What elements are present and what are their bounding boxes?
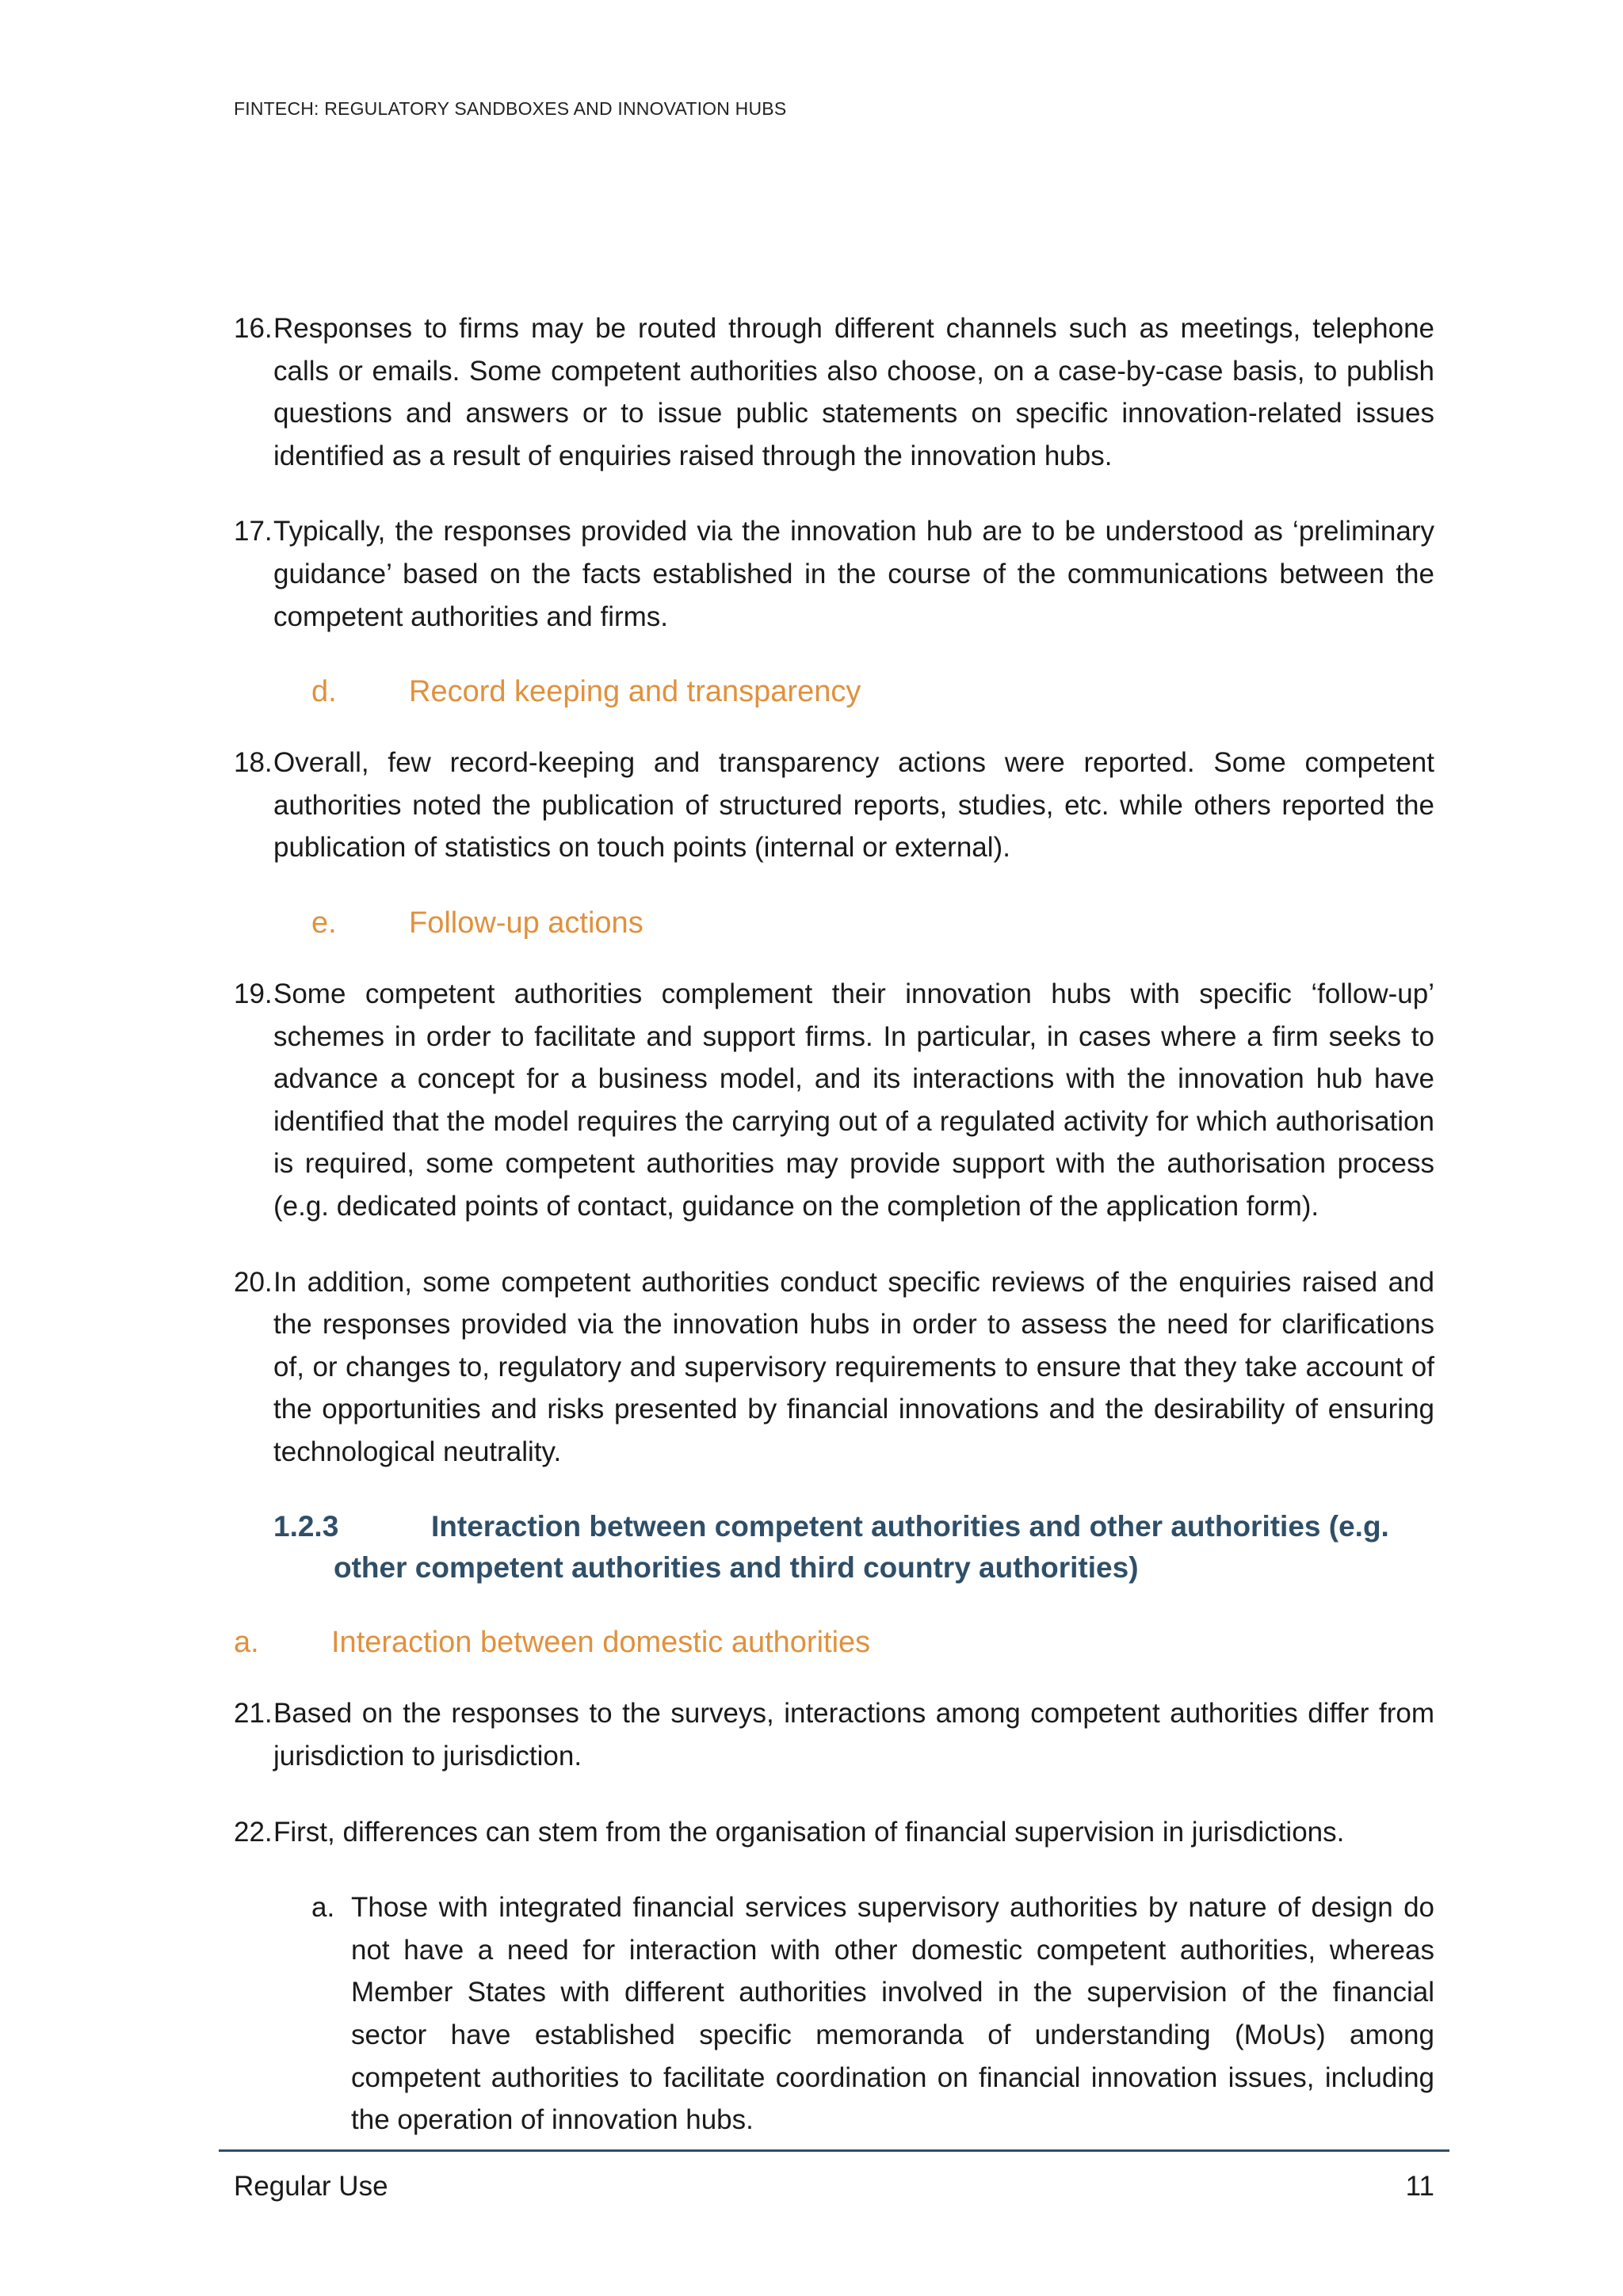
footer-divider <box>219 2149 1449 2152</box>
section-title-line1: Interaction between competent authorities and other authorities (e.g. <box>431 1510 1389 1543</box>
page-number: 11 <box>1405 2171 1434 2202</box>
paragraph-text: Based on the responses to the surveys, interactions among competent authorities differ from jurisdiction to jurisdiction. <box>273 1698 1434 1772</box>
paragraph-text: Some competent authorities complement their innovation hubs with specific ‘follow-up’ schemes in order to facilitate and support firms. In particular, in cases where a firm seeks to advance a concept for a business model, and its interactions with the innovation hub have identified that the model requires the carrying out of a regulated activity for which authorisation is required, some competent authorities may provide support with the authorisation process (e.g. dedicated points of contact, guidance on the completion of the application form). <box>273 978 1434 1222</box>
sublist-item-a <box>234 1886 1434 2142</box>
section-number: 1.2.3 <box>273 1510 339 1543</box>
paragraph-text: First, differences can stem from the organisation of financial supervision in jurisdictions. <box>273 1816 1345 1848</box>
paragraph-19 <box>234 973 1434 1228</box>
paragraph-number: 21. <box>234 1698 273 1730</box>
paragraph-text: Overall, few record-keeping and transparency actions were reported. Some competent authorities noted the publication of structured reports, studies, etc. while others reported the publication of statistics on touch points (internal or external). <box>273 747 1434 864</box>
paragraph-16 <box>234 307 1434 477</box>
paragraph-17 <box>234 510 1434 638</box>
subheading-letter: d. <box>311 675 337 709</box>
subheading-follow-up <box>234 902 1434 944</box>
paragraph-number: 16. <box>234 313 273 344</box>
paragraph-20 <box>234 1261 1434 1474</box>
paragraph-18 <box>234 742 1434 869</box>
paragraph-number: 20. <box>234 1266 273 1298</box>
subheading-letter: a. <box>234 1626 259 1660</box>
subheading-title: Follow-up actions <box>409 906 643 940</box>
section-heading-1-2-3 <box>234 1506 1434 1589</box>
paragraph-text: Responses to firms may be routed through different channels such as meetings, telephone calls or emails. Some competent authorities also choose, on a case-by-case basis, to publish questions and answers or to issue public statements on specific innovation-related issues identified as a result of enquiries raised through the innovation hubs. <box>273 313 1434 471</box>
subheading-title: Record keeping and transparency <box>409 675 861 709</box>
subheading-record-keeping <box>234 671 1434 713</box>
running-header: FINTECH: REGULATORY SANDBOXES AND INNOVATION HUBS <box>234 98 787 119</box>
paragraph-21 <box>234 1692 1434 1777</box>
paragraph-text: Typically, the responses provided via the innovation hub are to be understood as ‘preliminary guidance’ based on the facts established in the course of the communications between the competent authorities and firms. <box>273 516 1434 632</box>
subheading-letter: e. <box>311 906 337 940</box>
paragraph-number: 18. <box>234 747 273 779</box>
paragraph-number: 22. <box>234 1816 273 1848</box>
section-title-line2: other competent authorities and third country authorities) <box>334 1551 1139 1585</box>
document-body <box>234 307 1434 2142</box>
paragraph-22 <box>234 1811 1434 1854</box>
paragraph-number: 17. <box>234 516 273 547</box>
paragraph-number: 19. <box>234 978 273 1009</box>
sublist-letter: a. <box>311 1892 335 1924</box>
paragraph-text: In addition, some competent authorities conduct specific reviews of the enquiries raised and the responses provided via the innovation hubs in order to assess the need for clarifications of, or changes to, regulatory and supervisory requirements to ensure that they take account of the opportunities and risks presented by financial innovations and the desirability of ensuring technological neutrality. <box>273 1266 1434 1467</box>
footer-classification: Regular Use <box>234 2171 388 2202</box>
subheading-title: Interaction between domestic authorities <box>331 1626 871 1660</box>
sublist-text: Those with integrated financial services supervisory authorities by nature of design do not have a need for interaction with other domestic competent authorities, whereas Member States with different authorities involved in the supervision of the financial sector have established specific memoranda of understanding (MoUs) among competent authorities to facilitate coordination on financial innovation issues, including the operation of innovation hubs. <box>351 1892 1434 2136</box>
subheading-domestic-authorities <box>234 1622 1434 1664</box>
